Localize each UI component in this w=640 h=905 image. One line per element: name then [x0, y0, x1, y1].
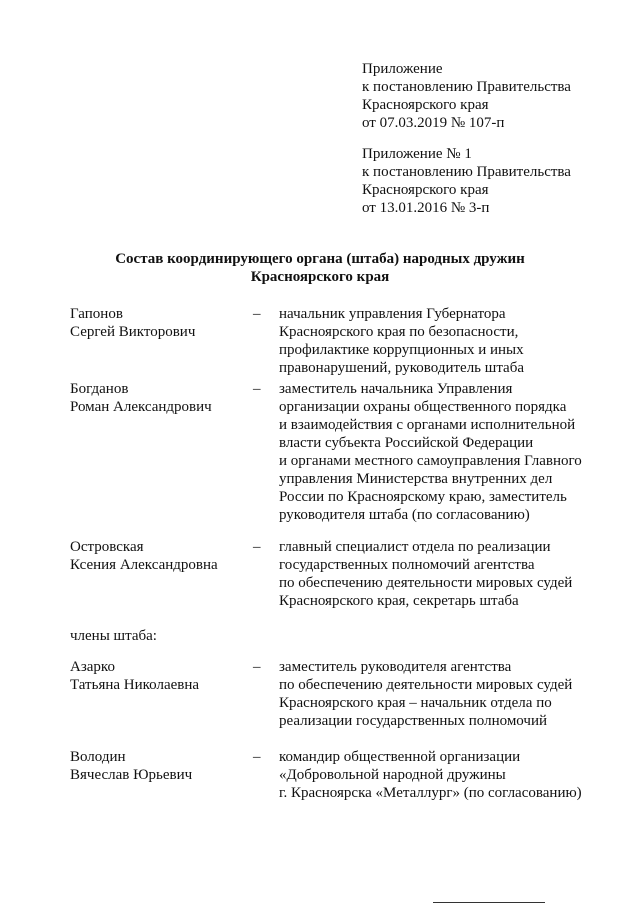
position-description	[279, 748, 619, 802]
description-line: России по Красноярскому краю, заместитель	[279, 489, 567, 505]
description-line: главный специалист отдела по реализации	[279, 539, 551, 555]
separator-dash: –	[253, 306, 261, 322]
document-title	[20, 250, 620, 286]
separator-dash: –	[253, 539, 261, 555]
separator-dash: –	[253, 381, 261, 397]
position-description	[279, 380, 619, 524]
description-line: заместитель руководителя агентства	[279, 659, 512, 675]
surname: Островская	[70, 539, 144, 555]
appendix-line: Красноярского края	[362, 97, 489, 113]
surname: Богданов	[70, 381, 129, 397]
description-line: правонарушений, руководитель штаба	[279, 360, 525, 376]
appendix-line: от 13.01.2016 № 3-п	[362, 200, 490, 216]
given-names: Роман Александрович	[70, 399, 212, 415]
surname: Володин	[70, 749, 126, 765]
person-name	[70, 538, 255, 574]
description-line: руководителя штаба (по согласованию)	[279, 507, 530, 523]
person-name	[70, 305, 255, 341]
description-line: профилактике коррупционных и иных	[279, 342, 524, 358]
appendix-line: от 07.03.2019 № 107-п	[362, 115, 505, 131]
appendix-header-original	[362, 145, 632, 217]
description-line: организации охраны общественного порядка	[279, 399, 567, 415]
surname: Азарко	[70, 659, 115, 675]
person-name	[70, 380, 255, 416]
members-section-label: члены штаба:	[70, 628, 157, 644]
appendix-line: Приложение № 1	[362, 146, 472, 162]
description-line: государственных полномочий агентства	[279, 557, 535, 573]
description-line: управления Министерства внутренних дел	[279, 471, 553, 487]
description-line: г. Красноярска «Металлург» (по согласованию)	[279, 785, 582, 801]
appendix-line: к постановлению Правительства	[362, 164, 571, 180]
given-names: Сергей Викторович	[70, 324, 196, 340]
separator-dash: –	[253, 749, 261, 765]
surname: Гапонов	[70, 306, 123, 322]
given-names: Вячеслав Юрьевич	[70, 767, 193, 783]
given-names: Татьяна Николаевна	[70, 677, 200, 693]
appendix-line: Приложение	[362, 61, 443, 77]
position-description	[279, 305, 619, 377]
description-line: командир общественной организации	[279, 749, 521, 765]
person-name	[70, 658, 255, 694]
position-description	[279, 658, 619, 730]
person-name	[70, 748, 255, 784]
description-line: начальник управления Губернатора	[279, 306, 506, 322]
description-line: Красноярского края – начальник отдела по	[279, 695, 552, 711]
given-names: Ксения Александровна	[70, 557, 218, 573]
appendix-header-current	[362, 60, 632, 132]
description-line: по обеспечению деятельности мировых судей	[279, 575, 573, 591]
description-line: власти субъекта Российской Федерации	[279, 435, 534, 451]
description-line: «Добровольной народной дружины	[279, 767, 506, 783]
description-line: Красноярского края, секретарь штаба	[279, 593, 519, 609]
separator-dash: –	[253, 659, 261, 675]
page-bottom-rule	[433, 902, 545, 903]
appendix-line: к постановлению Правительства	[362, 79, 571, 95]
description-line: и взаимодействия с органами исполнительной	[279, 417, 576, 433]
description-line: и органами местного самоуправления Главного	[279, 453, 582, 469]
description-line: Красноярского края по безопасности,	[279, 324, 519, 340]
position-description	[279, 538, 619, 610]
title-line: Красноярского края	[250, 269, 390, 285]
title-line: Состав координирующего органа (штаба) народных дружин	[115, 251, 525, 267]
description-line: реализации государственных полномочий	[279, 713, 548, 729]
appendix-line: Красноярского края	[362, 182, 489, 198]
description-line: заместитель начальника Управления	[279, 381, 513, 397]
description-line: по обеспечению деятельности мировых судей	[279, 677, 573, 693]
